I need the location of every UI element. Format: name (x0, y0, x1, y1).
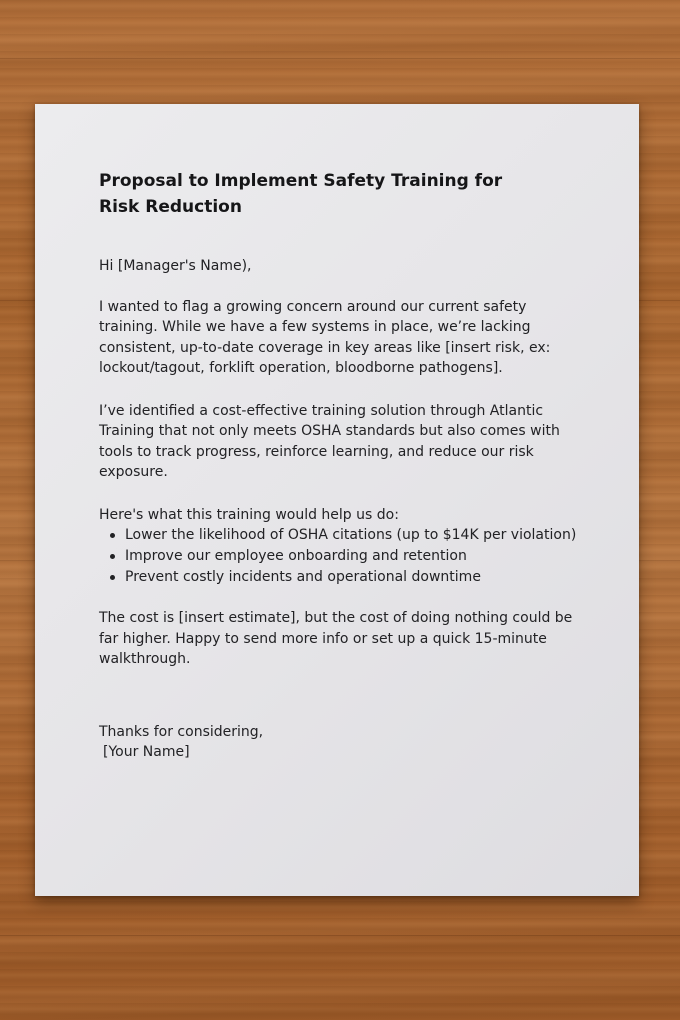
benefit-item (125, 525, 579, 546)
letter-signoff (99, 722, 579, 763)
letter-paragraph-solution: I’ve identified a cost-effective training solution through Atlantic Training that not only meets OSHA standards but also comes with tools to track progress, reinforce learning, and reduce our risk exposure. (99, 402, 560, 480)
bullet-icon (110, 533, 115, 538)
letter-paragraph-cost: The cost is [insert estimate], but the cost of doing nothing could be far higher. Happy to send more info or set up a quick 15-minute walkthrough. (99, 610, 573, 667)
letter-paper (35, 104, 639, 896)
benefit-item (125, 546, 579, 567)
benefit-text: Prevent costly incidents and operational downtime (125, 569, 481, 585)
letter-signature: [Your Name] (103, 744, 190, 760)
letter-closing: Thanks for considering, (99, 723, 264, 740)
letter-paragraph-concern: I wanted to flag a growing concern around our current safety training. While we have a few systems in place, we’re lacking consistent, up-to-date coverage in key areas like [insert risk, ex: lockout/tagout, forklift operation, bloodborne pathogens]. (99, 298, 551, 376)
benefit-item (125, 567, 579, 588)
letter-title: Proposal to Implement Safety Training for Risk Reduction (99, 171, 503, 217)
benefit-text: Lower the likelihood of OSHA citations (up to $14K per violation) (125, 527, 577, 543)
benefit-text: Improve our employee onboarding and retention (125, 548, 467, 564)
bullet-icon (110, 554, 115, 559)
benefits-list (99, 525, 579, 588)
desk-grain-line (0, 58, 680, 59)
benefits-intro: Here's what this training would help us do: (99, 506, 399, 523)
letter-greeting: Hi [Manager's Name), (99, 258, 252, 274)
desk-grain-line (0, 935, 680, 936)
bullet-icon (110, 575, 115, 580)
